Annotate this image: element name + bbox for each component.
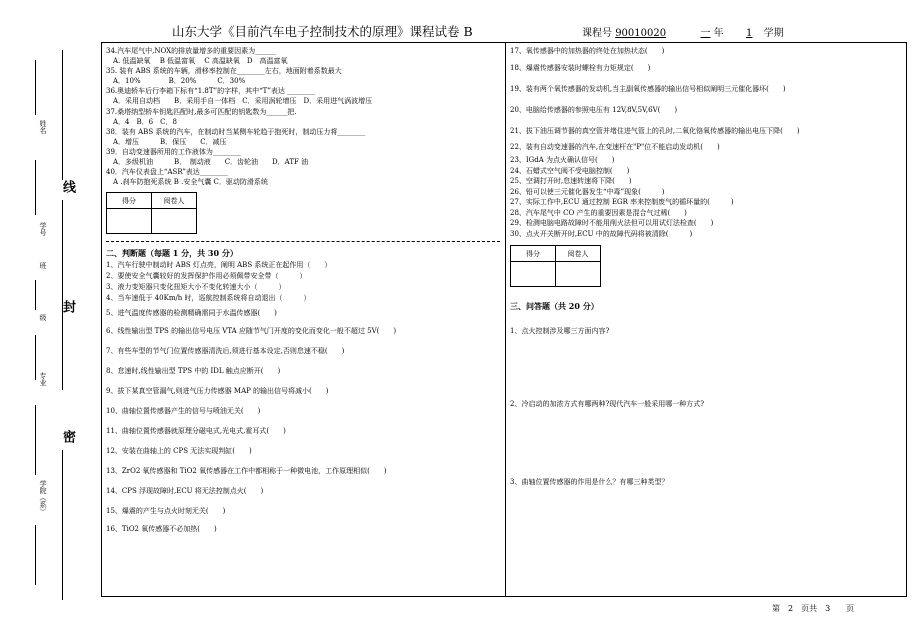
college-label: 学院（系） — [39, 480, 47, 515]
mc-line: A．多级机油 B． 制动液 C．齿轮油 D．ATF 油 — [106, 158, 309, 167]
seal-char-secret: 密 — [60, 430, 75, 443]
student-id-label: 学号 — [39, 222, 47, 236]
score-box — [510, 245, 601, 287]
judge-item: 3、液力变矩器只变化扭矩大小不变化转速大小（ ） — [106, 283, 286, 292]
course-info — [582, 24, 784, 39]
mc-line: 34.汽车尾气中,NOX的排放量增多的重要因素为______ — [106, 47, 277, 55]
college-fill-line — [35, 525, 36, 585]
semester-value: 1 — [746, 28, 753, 39]
class-label: 班 — [39, 262, 47, 269]
mc-line: A．4 B．6 C．8 — [106, 117, 177, 126]
judge-item: 11、曲轴位置传感器就原理分磁电式,光电式,霍耳式( ) — [106, 427, 286, 436]
judge-item: 23、IGdA 为点火确认信号( ) — [510, 156, 615, 164]
score-cell[interactable] — [107, 209, 152, 234]
judge-item: 22、装有自动变速器的汽车,在变速杆在"P"位不能启动发动机( ) — [510, 143, 720, 151]
section-title-judge: 二、判断题（每题 1 分，共 30 分） — [106, 248, 238, 259]
mc-line: A. 低温缺氧 B 低温富氧 C 高温缺氧 D 高温富氧 — [106, 57, 288, 66]
grader-label: 阅卷人 — [152, 193, 197, 209]
judge-item: 14、CPS 浮现故障时,ECU 将无法控制点火( ) — [106, 487, 264, 496]
judge-item: 20、电脑给传感器的参照电压有 12V,8V,5V,6V( ) — [510, 106, 678, 114]
judge-item: 17、氧传感器中的加热器的终处在加热状态( ) — [510, 47, 665, 55]
seal-char-line: 线 — [60, 180, 75, 193]
grade-label: 级 — [39, 314, 47, 321]
judge-item: 1、汽车行驶中制动时 ABS 灯点亮，阐明 ABS 系统正在起作用（ ） — [106, 261, 332, 270]
mc-line: 38．装有 ABS 系统的汽车，在制动时当某侧车轮趋于抱死时，制动压力将________ — [106, 127, 366, 136]
qa-question: 3、曲轴位置传感器的作用是什么？有哪三种类型？ — [510, 478, 669, 486]
page-footer: 第 2 页共 3 页 — [772, 604, 855, 613]
judge-item: 4、当车速低于 40Km/h 时，巡航控制系统将自动退出（ ） — [106, 294, 311, 303]
seal-char-seal: 封 — [60, 300, 75, 313]
college-fill-line — [35, 405, 36, 475]
judge-item: 29、检测电脑电路故障时不能用削火法但可以用试灯法检查( ) — [510, 219, 714, 227]
grader-label: 阅卷人 — [556, 246, 601, 262]
judge-item: 24、石蜡式空气阀不受电脑控制( ) — [510, 166, 630, 175]
judge-item: 27、实际工作中,ECU 通过控制 EGR 率来控制废气的循环量的( ) — [510, 198, 734, 206]
semester-label: 学期 — [763, 28, 784, 39]
left-column — [106, 46, 500, 535]
grader-cell[interactable] — [556, 262, 601, 287]
judge-item: 19、装有两个氧传感器的发动机,当主副氧传感器的输出信号相似阐明三元催化器坏( ) — [510, 85, 786, 93]
column-divider — [505, 42, 506, 597]
course-label: 课程号 — [582, 28, 612, 39]
judge-item: 8、怠速时,线性输出型 TPS 中的 IDL 触点应断开( ) — [106, 367, 281, 376]
mc-line: A .刹车防抱死系统 B .安全气囊 C．驱动防滑系统 — [106, 178, 268, 187]
judge-item: 10、曲轴位置传感器产生的信号与喷油无关( ) — [106, 407, 261, 416]
mc-line: A．10% B．20% C．30% — [106, 77, 246, 86]
judge-item: 25、空调打开时,怠速转速将下降( ) — [510, 177, 632, 185]
judge-item: 5、进气温度传感器的检测精确需同于水温传感器( ) — [106, 309, 277, 318]
judge-item: 15、爆震的产生与点火时刻无关( ) — [106, 507, 226, 516]
score-box — [106, 192, 197, 234]
judge-item: 30、点火开关断开时,ECU 中的故障代码将被清除( ) — [510, 229, 693, 238]
qa-question: 1、点火控制涉及哪三方面内容? — [510, 327, 610, 335]
exam-title: 山东大学《目前汽车电子控制技术的原理》课程试卷 B — [172, 24, 473, 39]
binding-margin — [0, 50, 100, 610]
mc-line: A．采用自动档 B．采用手自一体档 C．采用涡轮增压 D．采用进气涡波增压 — [106, 97, 373, 106]
section-title-qa: 三、问答题（共 20 分） — [510, 301, 599, 311]
mc-line: 40．汽车仪表盘上“ASR”表达________ — [106, 168, 228, 177]
year-value: 一 — [700, 28, 711, 39]
seal-line — [62, 50, 63, 180]
mc-line: 39．自动变速器所用的工作液体为________ — [106, 147, 241, 156]
score-label: 得分 — [511, 246, 556, 262]
judge-item: 26、铅可以使三元催化器发生“中毒”现象( ) — [510, 187, 665, 196]
grade-fill-line — [35, 280, 36, 310]
judge-item: 16、TiO2 氧传感器不必加热( ) — [106, 525, 217, 534]
judge-item: 21、拔下油压调节器的真空管并堵住进气管上的孔时,二氧化铬氧传感器的输出电压下降( ) — [510, 127, 800, 135]
name-label: 姓名 — [39, 120, 47, 134]
judge-item: 12、安装在曲轴上的 CPS 无法实现判缸( ) — [106, 447, 252, 456]
major-label: 专业 — [39, 372, 47, 386]
judge-item: 6、线性输出型 TPS 的输出信号电压 VTA 应随节气门开度的变化而变化一般不超过 5V( ) — [106, 327, 397, 336]
mc-line: A．增压 B．保压 C．减压 — [106, 137, 227, 146]
judge-item: 7、有些车型的节气门位置传感器清洗后,须进行基本设定,否则怠速不稳( ) — [106, 347, 345, 356]
score-label: 得分 — [107, 193, 152, 209]
judge-item: 28、汽车尾气中 CO 产生的重要因素是混合气过稀( ) — [510, 208, 687, 217]
mc-line: 37.桑塔纳型轿车钥匙匹配时,最多可匹配的钥匙数为______把. — [106, 107, 297, 116]
mc-line: 36.奥迪轿车后行李箱下标有“1.8T”的字样，其中“T”表达 ________ — [106, 87, 316, 96]
year-label: 年 — [713, 28, 724, 39]
judge-item: 18、爆震传感器安装时螺栓有力矩规定( ) — [510, 64, 651, 72]
name-fill-line — [35, 60, 36, 115]
judge-item: 13、ZrO2 氧传感器和 TiO2 氧传感器在工作中都相称于一种微电池，工作原理相似( ) — [106, 467, 387, 476]
right-column — [510, 46, 902, 487]
qa-question: 2、冷启动的加浓方式有哪两种?现代汽车一般采用哪一种方式? — [510, 400, 704, 408]
major-fill-line — [35, 335, 36, 380]
id-fill-line — [35, 160, 36, 215]
score-cell[interactable] — [511, 262, 556, 287]
judge-item: 2、要使安全气囊较好的发挥保护作用必须佩带安全带（ ） — [106, 272, 307, 281]
grader-cell[interactable] — [152, 209, 197, 234]
seal-line — [62, 450, 63, 600]
seal-line — [62, 200, 63, 390]
course-number: 90010020 — [615, 28, 667, 39]
judge-item: 9、拔下某真空管漏气,则进气压力传感器 MAP 的输出信号将减小( ) — [106, 387, 329, 396]
mc-line: 35. 装有 ABS 系统的车辆，滑移率控制在________左右，地面附着系数最大 — [106, 67, 342, 76]
